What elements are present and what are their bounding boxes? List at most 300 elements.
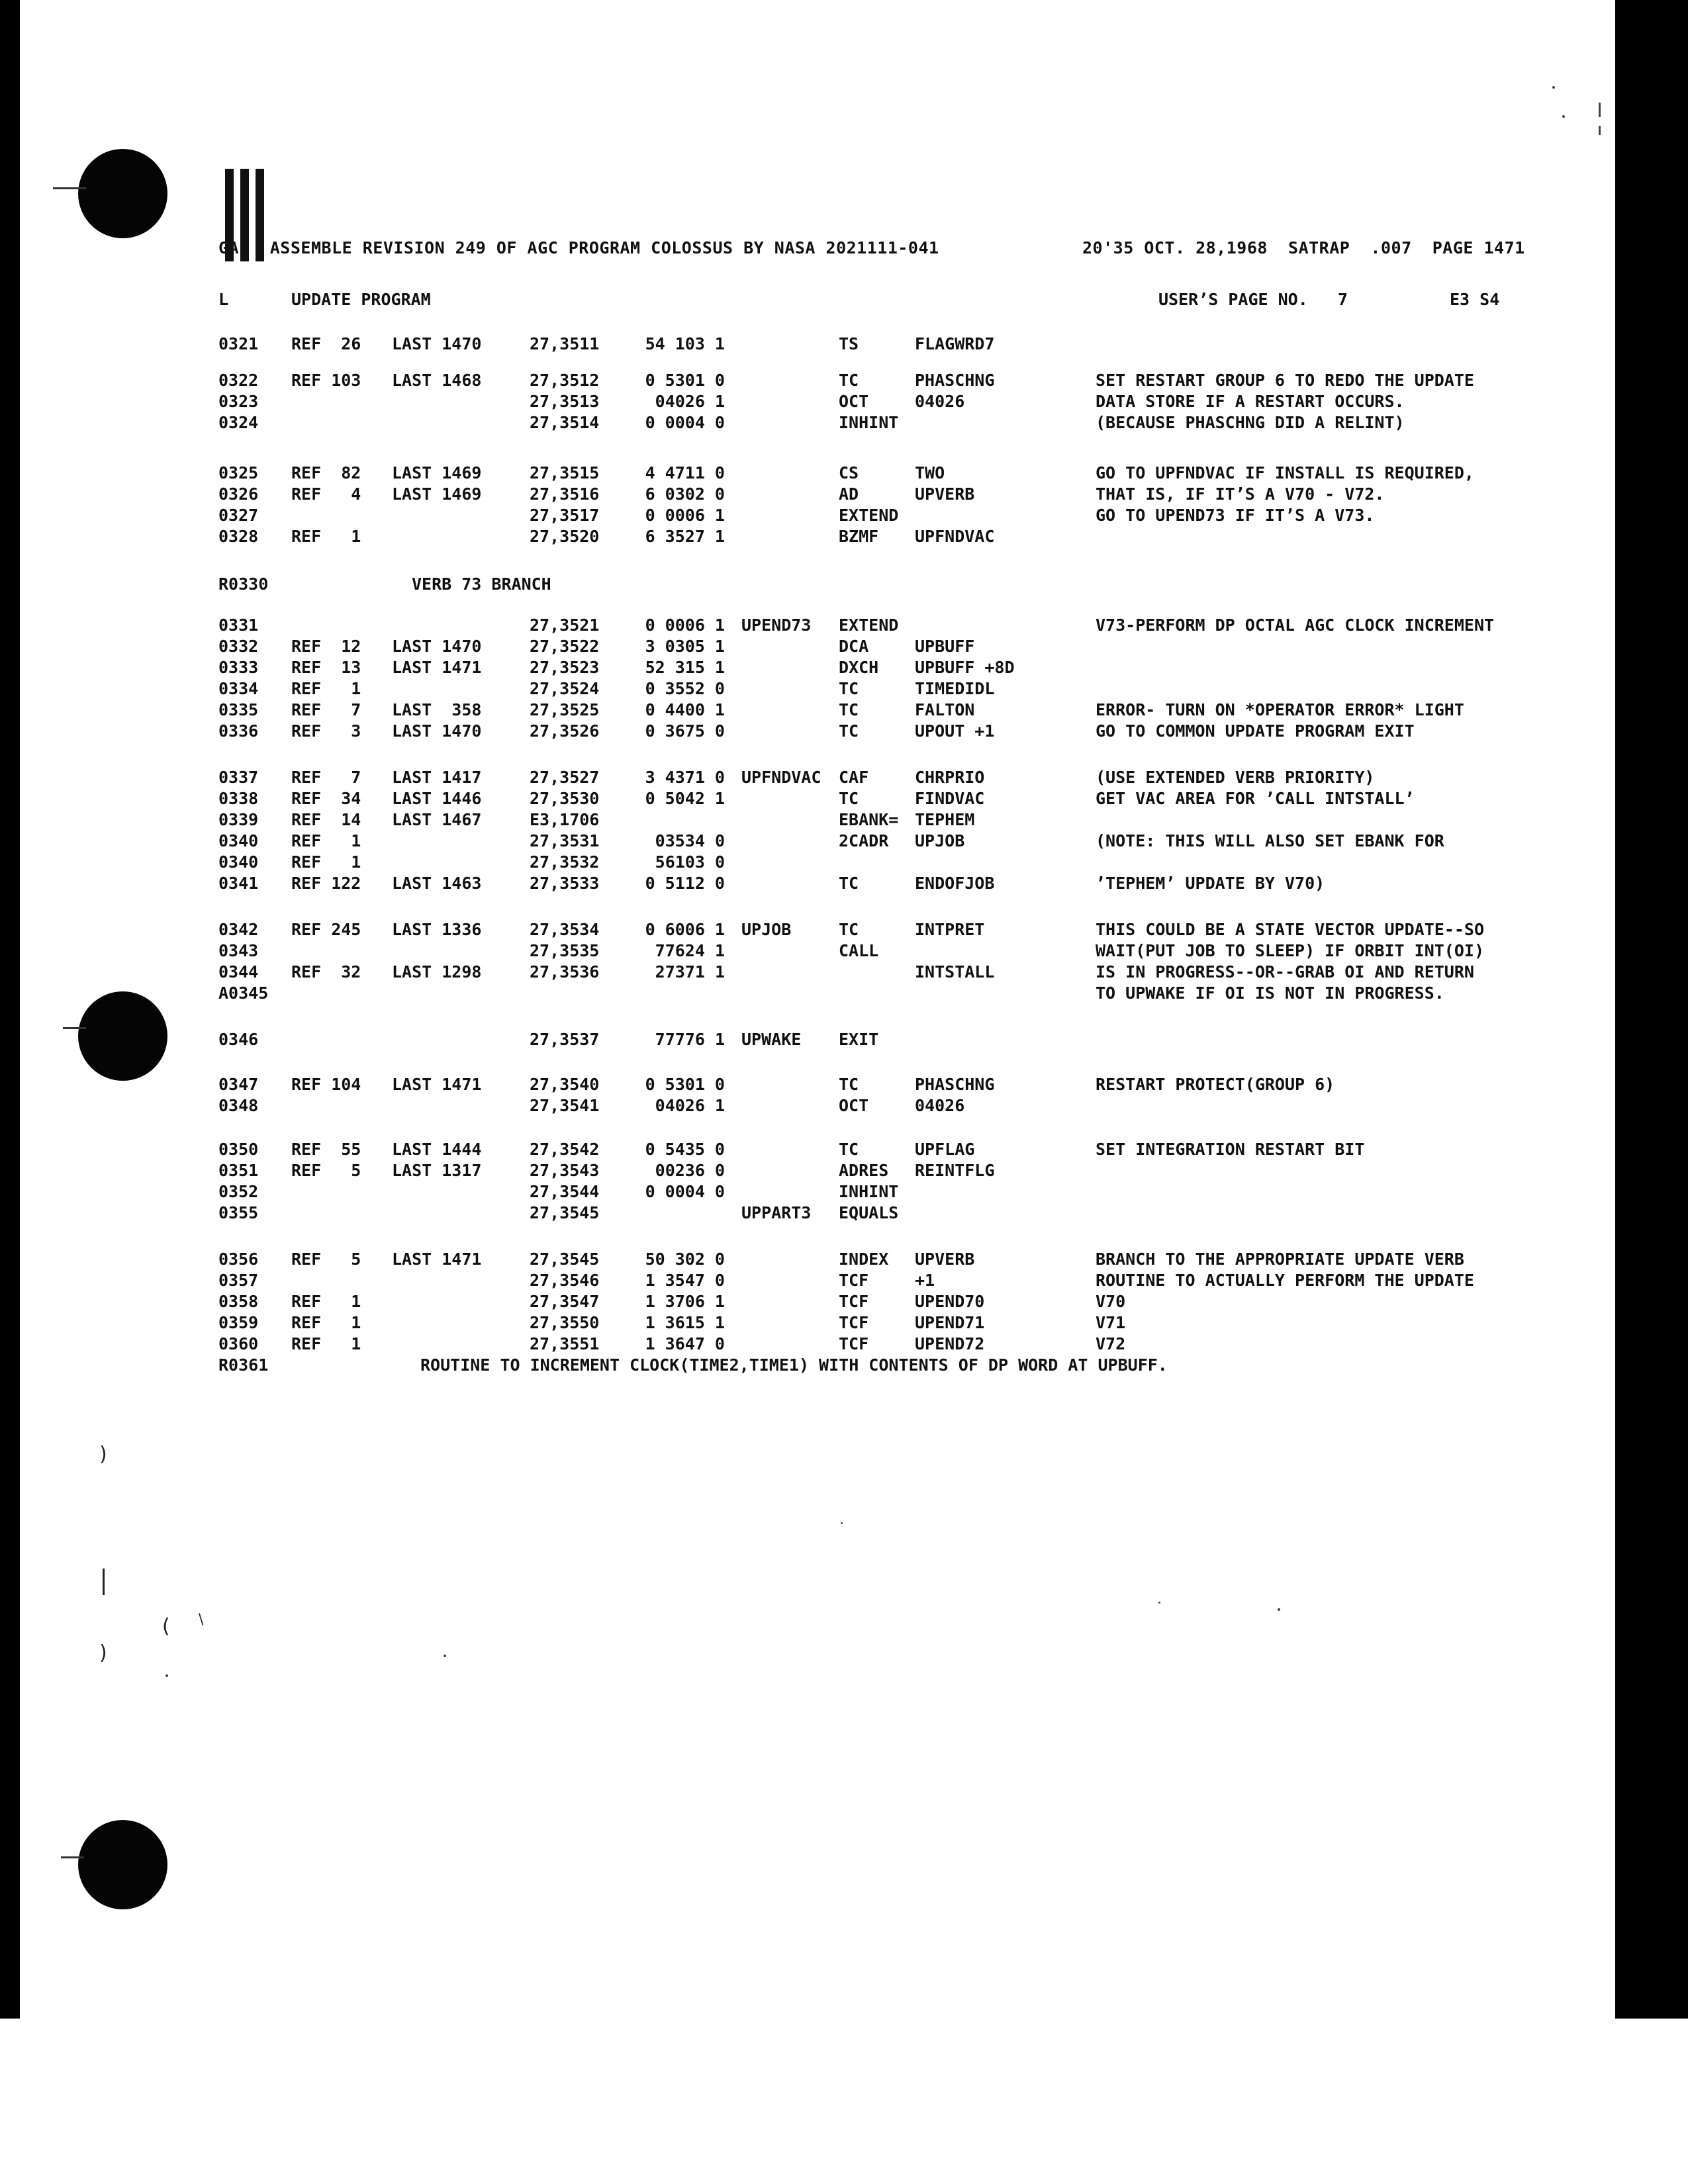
object-code: 04026 1	[655, 1096, 725, 1115]
object-code: 0 0004 0	[645, 413, 725, 432]
opcode: EQUALS	[839, 1203, 899, 1222]
opcode: INDEX	[839, 1250, 889, 1269]
address: 27,3547	[530, 1292, 600, 1311]
comment: V73-PERFORM DP OCTAL AGC CLOCK INCREMENT	[1096, 615, 1495, 635]
opcode: TC	[839, 1075, 859, 1094]
opcode: 2CADR	[839, 831, 889, 850]
object-code: 1 3647 0	[645, 1334, 725, 1353]
line-number: 0340	[218, 831, 259, 850]
operand: PHASCHNG	[915, 1075, 995, 1094]
line-number: 0357	[218, 1271, 259, 1290]
last-ref: LAST 1470	[392, 721, 482, 741]
object-code: 0 5112 0	[645, 874, 725, 893]
ref-count: REF 1	[291, 1313, 361, 1332]
line-number: 0359	[218, 1313, 259, 1332]
listing-row	[20, 1313, 1615, 1334]
ref-count: REF 34	[291, 789, 361, 808]
ref-count: REF 5	[291, 1250, 361, 1269]
address: 27,3520	[530, 527, 600, 546]
ref-count: REF 1	[291, 527, 361, 546]
listing-row	[20, 1140, 1615, 1161]
ref-count: REF 103	[291, 371, 361, 390]
comment: (BECAUSE PHASCHNG DID A RELINT)	[1096, 413, 1405, 432]
opcode: EXTEND	[839, 506, 899, 525]
last-ref: LAST 1444	[392, 1140, 482, 1159]
operand: TIMEDIDL	[915, 679, 995, 698]
opcode: INHINT	[839, 413, 899, 432]
ref-count: REF 82	[291, 463, 361, 482]
operand: UPJOB	[915, 831, 965, 850]
section-header-row	[20, 574, 1615, 596]
object-code: 4 4711 0	[645, 463, 725, 482]
section-title: VERB 73 BRANCH	[412, 574, 551, 594]
listing-row	[20, 810, 1615, 831]
operand: FINDVAC	[915, 789, 985, 808]
listing-row	[20, 334, 1615, 355]
line-number: 0338	[218, 789, 259, 808]
punch-hole	[78, 1820, 167, 1909]
listing-row	[20, 831, 1615, 852]
object-code: 56103 0	[655, 852, 725, 872]
operand: UPEND71	[915, 1313, 985, 1332]
operand: UPEND70	[915, 1292, 985, 1311]
punch-hole-mark	[63, 1027, 86, 1029]
listing-row	[20, 1075, 1615, 1096]
opcode: CALL	[839, 941, 879, 960]
users-page-number: USER’S PAGE NO. 7	[1158, 290, 1348, 309]
ref-count: REF 7	[291, 700, 361, 719]
listing-row	[20, 1271, 1615, 1292]
opcode: INHINT	[839, 1182, 899, 1201]
line-number: A0345	[218, 983, 269, 1003]
operand: CHRPRIO	[915, 768, 985, 787]
object-code: 0 6006 1	[645, 920, 725, 939]
listing-row	[20, 506, 1615, 527]
last-ref: LAST 1469	[392, 463, 482, 482]
line-number: 0355	[218, 1203, 259, 1222]
opcode: BZMF	[839, 527, 879, 546]
opcode: CAF	[839, 768, 869, 787]
object-code: 0 4400 1	[645, 700, 725, 719]
object-code: 54 103 1	[645, 334, 725, 353]
address: 27,3537	[530, 1030, 600, 1049]
listing-row	[20, 392, 1615, 413]
listing-row	[20, 983, 1615, 1005]
address: 27,3527	[530, 768, 600, 787]
listing-row	[20, 874, 1615, 895]
line-number: 0323	[218, 392, 259, 411]
comment: THAT IS, IF IT’S A V70 - V72.	[1096, 484, 1385, 504]
address: 27,3523	[530, 658, 600, 677]
ref-count: REF 104	[291, 1075, 361, 1094]
printout-page	[20, 0, 1615, 2019]
line-number: 0332	[218, 637, 259, 656]
comment: SET INTEGRATION RESTART BIT	[1096, 1140, 1365, 1159]
scan-speck	[1599, 103, 1601, 117]
listing-row	[20, 637, 1615, 658]
object-code: 0 5435 0	[645, 1140, 725, 1159]
listing-row	[20, 527, 1615, 548]
object-code: 27371 1	[655, 962, 725, 981]
program-title: UPDATE PROGRAM	[291, 290, 431, 309]
comment: GET VAC AREA FOR ’CALL INTSTALL’	[1096, 789, 1415, 808]
ref-count: REF 5	[291, 1161, 361, 1180]
listing-row	[20, 920, 1615, 941]
address: 27,3541	[530, 1096, 600, 1115]
listing-row	[20, 615, 1615, 637]
listing-row	[20, 789, 1615, 810]
listing-header-date: 20'35 OCT. 28,1968 SATRAP .007 PAGE 1471	[1082, 238, 1525, 257]
line-number: 0325	[218, 463, 259, 482]
object-code: 0 5301 0	[645, 371, 725, 390]
listing-row	[20, 852, 1615, 874]
listing-row	[20, 1203, 1615, 1224]
opcode: TCF	[839, 1292, 869, 1311]
line-number: 0326	[218, 484, 259, 504]
operand: UPOUT +1	[915, 721, 995, 741]
opcode: TC	[839, 700, 859, 719]
comment: IS IN PROGRESS--OR--GRAB OI AND RETURN	[1096, 962, 1474, 981]
address: 27,3545	[530, 1203, 600, 1222]
line-number: 0337	[218, 768, 259, 787]
listing-header: GAP ASSEMBLE REVISION 249 OF AGC PROGRAM COLOSSUS BY NASA 2021111-041	[218, 238, 939, 257]
comment: BRANCH TO THE APPROPRIATE UPDATE VERB	[1096, 1250, 1464, 1269]
opcode: CS	[839, 463, 859, 482]
operand: FALTON	[915, 700, 975, 719]
last-ref: LAST 1471	[392, 658, 482, 677]
scan-speck	[1552, 86, 1555, 89]
ref-count: REF 122	[291, 874, 361, 893]
comment: GO TO COMMON UPDATE PROGRAM EXIT	[1096, 721, 1415, 741]
address: 27,3551	[530, 1334, 600, 1353]
address: 27,3514	[530, 413, 600, 432]
line-number: 0334	[218, 679, 259, 698]
operand: FLAGWRD7	[915, 334, 995, 353]
symbol-label: UPFNDVAC	[741, 768, 821, 787]
operand: UPBUFF +8D	[915, 658, 1015, 677]
address: 27,3535	[530, 941, 600, 960]
comment: RESTART PROTECT(GROUP 6)	[1096, 1075, 1335, 1094]
opcode: DXCH	[839, 658, 879, 677]
object-code: 6 3527 1	[645, 527, 725, 546]
line-number: 0322	[218, 371, 259, 390]
ref-count: REF 12	[291, 637, 361, 656]
listing-row	[20, 1096, 1615, 1117]
scan-border-left	[0, 0, 20, 2019]
listing-row	[20, 658, 1615, 679]
object-code: 0 3552 0	[645, 679, 725, 698]
line-number: 0350	[218, 1140, 259, 1159]
object-code: 0 0006 1	[645, 506, 725, 525]
section-title: ROUTINE TO INCREMENT CLOCK(TIME2,TIME1) WITH CONTENTS OF DP WORD AT UPBUFF.	[420, 1355, 1168, 1375]
address: 27,3515	[530, 463, 600, 482]
listing-row	[20, 941, 1615, 962]
line-number: 0343	[218, 941, 259, 960]
last-ref: LAST 1317	[392, 1161, 482, 1180]
opcode: TCF	[839, 1313, 869, 1332]
address: 27,3525	[530, 700, 600, 719]
object-code: 03534 0	[655, 831, 725, 850]
line-number: 0327	[218, 506, 259, 525]
line-number: 0352	[218, 1182, 259, 1201]
margin-mark: (	[162, 1615, 170, 1638]
opcode: TC	[839, 789, 859, 808]
scan-speck	[841, 1522, 843, 1524]
ref-count: REF 13	[291, 658, 361, 677]
line-number: 0335	[218, 700, 259, 719]
object-code: 77776 1	[655, 1030, 725, 1049]
address: 27,3516	[530, 484, 600, 504]
ref-count: REF 1	[291, 831, 361, 850]
address: 27,3511	[530, 334, 600, 353]
ref-count: REF 26	[291, 334, 361, 353]
comment: V72	[1096, 1334, 1126, 1353]
last-ref: LAST 1468	[392, 371, 482, 390]
scan-speck	[1562, 115, 1565, 118]
comment: THIS COULD BE A STATE VECTOR UPDATE--SO	[1096, 920, 1484, 939]
opcode: EXTEND	[839, 615, 899, 635]
object-code: 0 5301 0	[645, 1075, 725, 1094]
object-code: 3 4371 0	[645, 768, 725, 787]
comment: (USE EXTENDED VERB PRIORITY)	[1096, 768, 1375, 787]
listing-row	[20, 962, 1615, 983]
ref-count: REF 1	[291, 1334, 361, 1353]
ref-count: REF 3	[291, 721, 361, 741]
opcode: TC	[839, 874, 859, 893]
opcode: TC	[839, 1140, 859, 1159]
listing-row	[20, 413, 1615, 434]
object-code: 1 3706 1	[645, 1292, 725, 1311]
object-code: 3 0305 1	[645, 637, 725, 656]
line-number: 0336	[218, 721, 259, 741]
opcode: EXIT	[839, 1030, 879, 1049]
section-letter: L	[218, 290, 229, 309]
object-code: 52 315 1	[645, 658, 725, 677]
comment: (NOTE: THIS WILL ALSO SET EBANK FOR	[1096, 831, 1444, 850]
line-number: 0344	[218, 962, 259, 981]
line-number: 0340	[218, 852, 259, 872]
line-number: 0321	[218, 334, 259, 353]
object-code: 6 0302 0	[645, 484, 725, 504]
listing-row	[20, 1030, 1615, 1051]
comment: WAIT(PUT JOB TO SLEEP) IF ORBIT INT(OI)	[1096, 941, 1484, 960]
scan-speck	[165, 1674, 168, 1677]
comment: ROUTINE TO ACTUALLY PERFORM THE UPDATE	[1096, 1271, 1474, 1290]
listing-row	[20, 679, 1615, 700]
symbol-label: UPWAKE	[741, 1030, 802, 1049]
address: 27,3513	[530, 392, 600, 411]
address: 27,3533	[530, 874, 600, 893]
scan-bottom-area	[0, 2019, 1688, 2184]
address: 27,3546	[530, 1271, 600, 1290]
operand: +1	[915, 1271, 935, 1290]
margin-mark	[103, 1569, 105, 1595]
listing-row	[20, 1334, 1615, 1355]
line-number: 0342	[218, 920, 259, 939]
listing-row	[20, 371, 1615, 392]
bank-label: E3 S4	[1450, 290, 1500, 309]
ref-count: REF 1	[291, 852, 361, 872]
opcode: TC	[839, 679, 859, 698]
opcode: TCF	[839, 1271, 869, 1290]
line-number: R0361	[218, 1355, 269, 1375]
operand: 04026	[915, 1096, 965, 1115]
listing-row	[20, 700, 1615, 721]
opcode: TC	[839, 371, 859, 390]
last-ref: LAST 1417	[392, 768, 482, 787]
address: 27,3544	[530, 1182, 600, 1201]
object-code: 0 3675 0	[645, 721, 725, 741]
address: 27,3530	[530, 789, 600, 808]
last-ref: LAST 1471	[392, 1250, 482, 1269]
address: 27,3524	[530, 679, 600, 698]
address: E3,1706	[530, 810, 600, 829]
listing-row	[20, 721, 1615, 743]
listing-row	[20, 1250, 1615, 1271]
opcode: TCF	[839, 1334, 869, 1353]
ref-count: REF 245	[291, 920, 361, 939]
punch-hole	[78, 991, 167, 1081]
address: 27,3532	[530, 852, 600, 872]
object-code: 1 3547 0	[645, 1271, 725, 1290]
scan-speck	[1158, 1602, 1160, 1604]
listing-row	[20, 1182, 1615, 1203]
last-ref: LAST 1470	[392, 334, 482, 353]
comment: DATA STORE IF A RESTART OCCURS.	[1096, 392, 1405, 411]
line-number: 0324	[218, 413, 259, 432]
object-code: 0 5042 1	[645, 789, 725, 808]
ref-count: REF 1	[291, 1292, 361, 1311]
last-ref: LAST 1336	[392, 920, 482, 939]
comment: SET RESTART GROUP 6 TO REDO THE UPDATE	[1096, 371, 1474, 390]
comment: V71	[1096, 1313, 1126, 1332]
last-ref: LAST 1471	[392, 1075, 482, 1094]
line-number: 0347	[218, 1075, 259, 1094]
listing-row	[20, 1292, 1615, 1313]
last-ref: LAST 1470	[392, 637, 482, 656]
operand: UPBUFF	[915, 637, 975, 656]
address: 27,3536	[530, 962, 600, 981]
last-ref: LAST 1467	[392, 810, 482, 829]
punch-hole	[78, 149, 167, 238]
object-code: 00236 0	[655, 1161, 725, 1180]
operand: TWO	[915, 463, 945, 482]
opcode: OCT	[839, 1096, 869, 1115]
operand: UPFLAG	[915, 1140, 975, 1159]
opcode: TC	[839, 920, 859, 939]
line-number: 0328	[218, 527, 259, 546]
margin-mark: \	[199, 1612, 204, 1628]
scan-speck	[1599, 126, 1601, 135]
comment: GO TO UPFNDVAC IF INSTALL IS REQUIRED,	[1096, 463, 1474, 482]
address: 27,3512	[530, 371, 600, 390]
margin-mark: )	[99, 1443, 107, 1466]
listing-row	[20, 1161, 1615, 1182]
opcode: ADRES	[839, 1161, 889, 1180]
operand: INTPRET	[915, 920, 985, 939]
operand: TEPHEM	[915, 810, 975, 829]
operand: ENDOFJOB	[915, 874, 995, 893]
address: 27,3517	[530, 506, 600, 525]
opcode: AD	[839, 484, 859, 504]
line-number: 0341	[218, 874, 259, 893]
scan-speck	[444, 1655, 446, 1657]
listing-row	[20, 484, 1615, 506]
address: 27,3521	[530, 615, 600, 635]
section-header-row	[20, 1355, 1615, 1377]
address: 27,3534	[530, 920, 600, 939]
address: 27,3543	[530, 1161, 600, 1180]
opcode: TS	[839, 334, 859, 353]
ref-count: REF 14	[291, 810, 361, 829]
address: 27,3550	[530, 1313, 600, 1332]
operand: REINTFLG	[915, 1161, 995, 1180]
ref-count: REF 4	[291, 484, 361, 504]
listing-row	[20, 768, 1615, 789]
symbol-label: UPEND73	[741, 615, 812, 635]
object-code: 77624 1	[655, 941, 725, 960]
line-number: 0356	[218, 1250, 259, 1269]
line-number: 0348	[218, 1096, 259, 1115]
line-number: 0360	[218, 1334, 259, 1353]
symbol-label: UPJOB	[741, 920, 792, 939]
object-code: 0 0004 0	[645, 1182, 725, 1201]
last-ref: LAST 358	[392, 700, 482, 719]
comment: ERROR- TURN ON *OPERATOR ERROR* LIGHT	[1096, 700, 1464, 719]
opcode: DCA	[839, 637, 869, 656]
line-number: 0358	[218, 1292, 259, 1311]
symbol-label: UPPART3	[741, 1203, 812, 1222]
last-ref: LAST 1463	[392, 874, 482, 893]
operand: PHASCHNG	[915, 371, 995, 390]
operand: UPEND72	[915, 1334, 985, 1353]
listing-row	[20, 463, 1615, 484]
line-number: 0339	[218, 810, 259, 829]
operand: INTSTALL	[915, 962, 995, 981]
object-code: 1 3615 1	[645, 1313, 725, 1332]
margin-mark: )	[99, 1641, 107, 1664]
opcode: OCT	[839, 392, 869, 411]
address: 27,3542	[530, 1140, 600, 1159]
opcode: TC	[839, 721, 859, 741]
last-ref: LAST 1469	[392, 484, 482, 504]
object-code: 50 302 0	[645, 1250, 725, 1269]
address: 27,3522	[530, 637, 600, 656]
operand: UPFNDVAC	[915, 527, 995, 546]
line-number: 0333	[218, 658, 259, 677]
opcode: EBANK=	[839, 810, 899, 829]
operand: UPVERB	[915, 484, 975, 504]
operand: UPVERB	[915, 1250, 975, 1269]
comment: V70	[1096, 1292, 1126, 1311]
line-number: 0346	[218, 1030, 259, 1049]
punch-hole-mark	[53, 187, 86, 189]
ref-count: REF 1	[291, 679, 361, 698]
line-number: R0330	[218, 574, 269, 594]
punch-hole-mark	[61, 1856, 84, 1858]
last-ref: LAST 1298	[392, 962, 482, 981]
line-number: 0351	[218, 1161, 259, 1180]
line-number: 0331	[218, 615, 259, 635]
comment: TO UPWAKE IF OI IS NOT IN PROGRESS.	[1096, 983, 1444, 1003]
comment: ’TEPHEM’ UPDATE BY V70)	[1096, 874, 1325, 893]
operand: 04026	[915, 392, 965, 411]
address: 27,3526	[530, 721, 600, 741]
ref-count: REF 32	[291, 962, 361, 981]
comment: GO TO UPEND73 IF IT’S A V73.	[1096, 506, 1375, 525]
scan-speck	[1278, 1608, 1280, 1611]
address: 27,3540	[530, 1075, 600, 1094]
